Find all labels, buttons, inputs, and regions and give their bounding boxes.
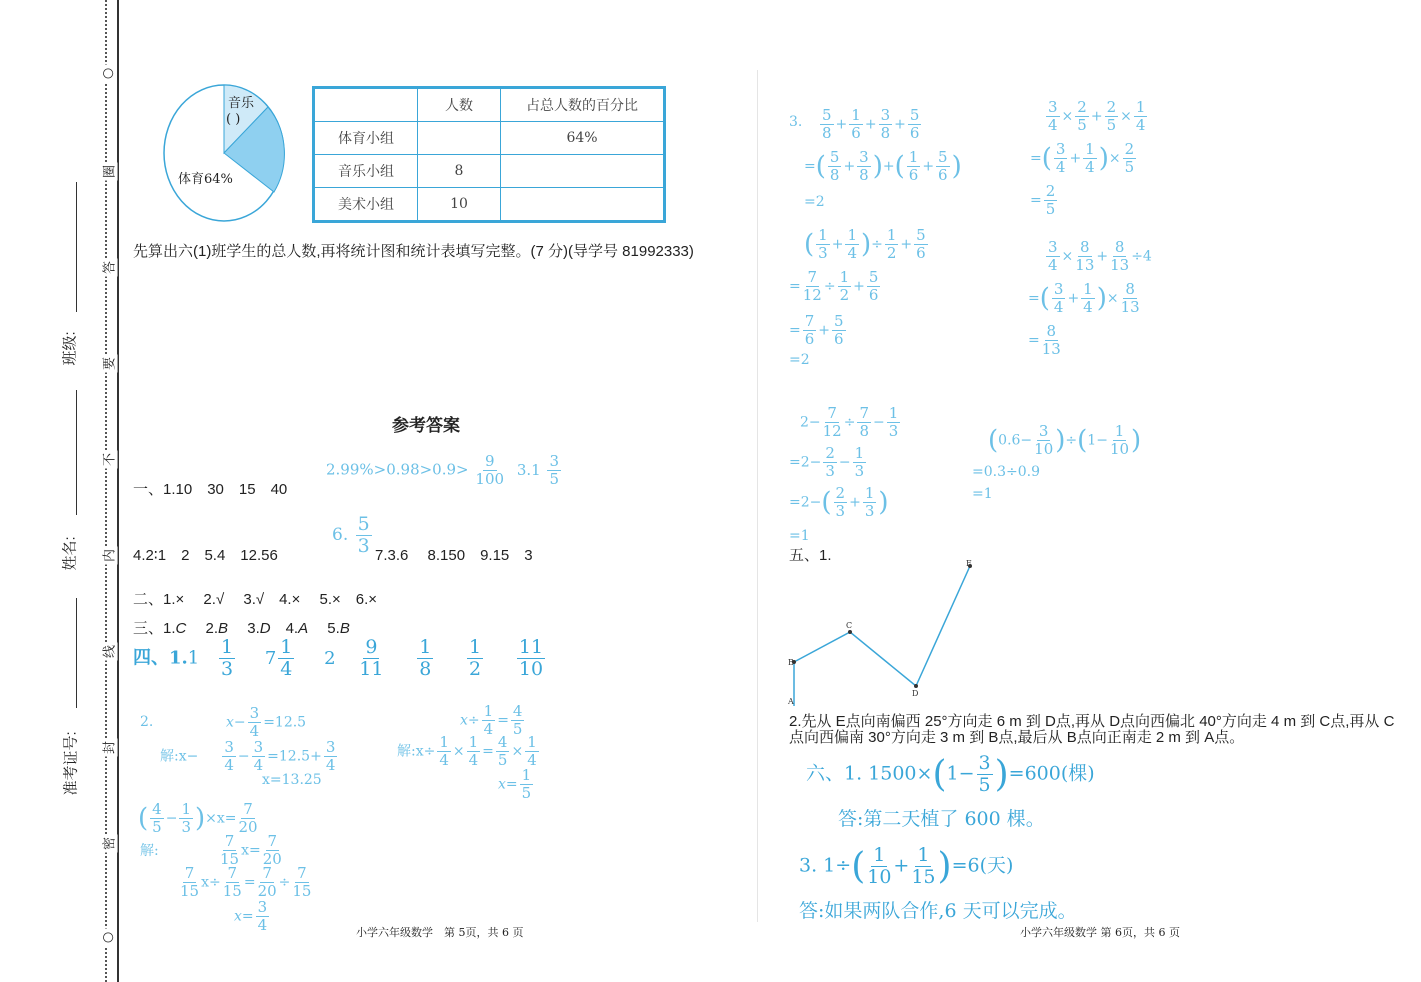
table-cell (418, 122, 501, 155)
answer-6 (332, 515, 374, 556)
seal-char-7: 封 (99, 739, 118, 757)
calc1-line2: =( $\frac{5}{8}$ + $\frac{3}{8}$ )+( $\frac{1}{6}$ + $\frac{5}{6}$ ) (804, 148, 962, 184)
answer-4: 4.2∶1 2 5.4 12.56 (133, 547, 278, 564)
binding-strip (0, 0, 120, 982)
class-underline (76, 182, 77, 312)
class-label: 班级: (61, 331, 79, 366)
eq-text: =12.5+ (267, 748, 322, 765)
eq2-line3: x=13.25 (262, 772, 322, 788)
frac-den: 4 (280, 658, 293, 680)
calc5-line4: =1 (789, 528, 810, 544)
frac-num: 9 (484, 452, 495, 470)
seal-char-2: 答 (99, 259, 118, 277)
map-label-a: A (788, 697, 794, 706)
exam-no-underline (76, 598, 77, 708)
eq-text: 解:x÷ (397, 743, 436, 760)
calc6-line3: =1 (972, 486, 993, 502)
table-cell: 美术小组 (314, 188, 418, 222)
eq3-jie: 解: (140, 843, 159, 859)
table-cell (501, 155, 665, 188)
calc3-line4: =2 (789, 352, 810, 368)
eq-text: x÷ (460, 712, 480, 729)
frac-num: 3 (549, 452, 560, 470)
frac-den: 8 (419, 658, 432, 680)
answer-title: 参考答案 (392, 416, 460, 435)
seal-circle-bottom: ○ (101, 929, 116, 947)
footer-left: 小学六年级数学 第 5页，共 6 页 (356, 926, 524, 939)
calc5-line3: =2−( $\frac{2}{3}$ + $\frac{1}{3}$ ) (789, 484, 889, 520)
table-cell: 64% (501, 122, 665, 155)
answer-1-2 (326, 454, 563, 487)
table-header-cell: 人数 (418, 88, 501, 122)
seal-char-1: 圈 (99, 163, 118, 181)
frac-den: 3 (220, 658, 234, 680)
choice: D (259, 620, 271, 637)
frac-num: 5 (357, 513, 370, 535)
section-4-prefix: 四、1. (133, 647, 188, 669)
map-label-c: C (846, 621, 853, 630)
frac-num: 9 (365, 636, 378, 658)
choice: B (339, 620, 350, 637)
six-1-text: 六、1. 1500× (806, 762, 933, 785)
frac-num: 1 (469, 636, 482, 658)
table-header-cell: 占总人数的百分比 (501, 88, 665, 122)
calc4-line2: =( $\frac{3}{4}$ + $\frac{1}{4}$ )× $\frac{8}{13}$ (1028, 280, 1140, 316)
frac-den: 11 (359, 658, 384, 680)
answer-six-3: 3. 1÷( $\frac{1}{10}$ + $\frac{1}{15}$ )=6(天) (799, 844, 1014, 888)
table-cell: 10 (418, 188, 501, 222)
eq2-line1: x− $\frac{3}{4}$ =12.5 (226, 704, 307, 740)
calc1-line3: =2 (804, 194, 825, 210)
table-row (314, 188, 665, 222)
answer-section-2: 二、1.× 2.√ 3.√ 4.× 5.× 6.× (133, 591, 378, 608)
calc5-line2: =2− $\frac{2}{3}$ − $\frac{1}{3}$ (789, 444, 865, 480)
frac-den: 100 (475, 470, 505, 488)
section-3-prefix: 三、1. (133, 620, 176, 637)
answer-section-3: 三、1.C 2.B 3.D 4.A 5.B (133, 620, 350, 637)
choice: A (298, 620, 309, 637)
answer-7: 7.3.6 8.150 9.15 3 (375, 547, 533, 564)
map-label-b: B (788, 658, 794, 667)
name-underline (76, 390, 77, 515)
frac-den: 10 (518, 658, 544, 680)
whole: 1 (187, 647, 200, 669)
answer-six-1: 六、1. 1500×(1− $\frac{3}{5}$ )=600(棵) (806, 752, 1095, 796)
seal-char-3: 要 (99, 355, 118, 373)
table-cell: 8 (418, 155, 501, 188)
eq-text: x= (234, 908, 254, 925)
pie-chart (160, 82, 292, 224)
calc3-line3: = $\frac{7}{6}$ + $\frac{5}{6}$ (789, 312, 844, 348)
calc4-line1: $\frac{3}{4}$ × $\frac{8}{13}$ + $\frac{8}{13}$ ÷4 (1048, 238, 1152, 274)
calc6-line2: =0.3÷0.9 (972, 464, 1040, 480)
frac-den: 2 (469, 658, 482, 680)
answer-1-2-text: 2.99%>0.98>0.9> (326, 460, 469, 479)
eq3-line4: x= $\frac{3}{4}$ (234, 898, 268, 934)
pie-label-music: 音乐 (228, 96, 255, 111)
answer-five-2: 2.先从 E点向南偏西 25°方向走 6 m 到 D点,再从 D点向西偏北 40°方向走 4 m 到 C点,再从 C点向西偏南 30°方向走 3 m 到 B点,最后从 B点向正南走 2 m 到 A点。 (789, 713, 1395, 746)
frac-den: 3 (357, 535, 370, 557)
s3-label: 3. (789, 114, 803, 130)
eq2r-line2: 解:x÷ $\frac{1}{4}$ × $\frac{1}{4}$ = $\frac{4}{5}$ × $\frac{1}{4}$ (397, 733, 537, 769)
calc2-line2: =( $\frac{3}{4}$ + $\frac{1}{4}$ )× $\frac{2}{5}$ (1030, 140, 1135, 176)
eq3-line1: ( $\frac{4}{5}$ − $\frac{1}{3}$ )×x= $\frac{7}{20}$ (138, 800, 258, 836)
eq2r-line3: x= $\frac{1}{5}$ (498, 766, 532, 802)
eq2-label: 2. (140, 714, 154, 730)
eq-text: ×x= (205, 810, 237, 827)
pie-label-music-blank: ( ) (226, 112, 241, 127)
name-label: 姓名: (61, 536, 79, 571)
table-cell: 体育小组 (314, 122, 418, 155)
six-3-text: 3. 1÷ (799, 854, 852, 877)
eq2-line2: 解:x− $\frac{3}{4}$ − $\frac{3}{4}$ =12.5+ $\frac{3}{4}$ (160, 738, 336, 774)
seal-char-4: 不 (99, 451, 118, 469)
route-map (786, 558, 996, 708)
table-cell (501, 188, 665, 222)
calc6-line1: (0.6− $\frac{3}{10}$ )÷(1− $\frac{1}{10}$ ) (988, 422, 1142, 458)
table-row (314, 155, 665, 188)
map-label-d: D (912, 689, 919, 698)
frac-num: 1 (220, 636, 234, 658)
frac-num: 1 (280, 636, 293, 658)
answer-1-3-text: 3.1 (516, 460, 541, 479)
calc2-line3: = $\frac{2}{5}$ (1030, 182, 1056, 218)
answer-six-3-ans: 答:如果两队合作,6 天可以完成。 (799, 900, 1077, 922)
whole: 2 (324, 647, 336, 669)
whole: 7 (264, 647, 277, 669)
calc4-line3: = $\frac{8}{13}$ (1028, 322, 1061, 358)
frac-num: 11 (518, 636, 544, 658)
eq3-line2: $\frac{7}{15}$ x= $\frac{7}{20}$ (220, 832, 282, 868)
choice: C (175, 620, 187, 637)
stats-table (312, 86, 666, 223)
seal-char-5: 内 (99, 547, 118, 565)
eq-text: =12.5 (263, 714, 307, 731)
seal-char-8: 密 (99, 835, 118, 853)
calc2-line1: $\frac{3}{4}$ × $\frac{2}{5}$ + $\frac{2}{5}$ × $\frac{1}{4}$ (1048, 98, 1146, 134)
answer-section-4 (133, 638, 547, 679)
table-cell: 音乐小组 (314, 155, 418, 188)
eq-text: x− (226, 714, 246, 731)
eq-text: 解:x− (160, 748, 199, 765)
table-row (314, 122, 665, 155)
eq-text: x= (498, 776, 518, 793)
exam-no-label: 准考证号: (62, 731, 80, 796)
answer-6-label: 6. (332, 525, 349, 545)
calc3-line2: = $\frac{7}{12}$ ÷ $\frac{1}{2}$ + $\frac{5}{6}$ (789, 268, 879, 304)
choice: B (218, 620, 229, 637)
table-header-cell (314, 88, 418, 122)
calc1-line1: $\frac{5}{8}$ + $\frac{1}{6}$ + $\frac{3}{8}$ + $\frac{5}{6}$ (822, 106, 920, 142)
answer-six-1-ans: 答:第二天植了 600 棵。 (838, 808, 1045, 830)
map-label-e: E (966, 559, 972, 568)
eq3-line3: $\frac{7}{15}$ x÷ $\frac{7}{15}$ = $\frac{7}{20}$ ÷ $\frac{7}{15}$ (180, 864, 312, 900)
footer-right: 小学六年级数学 第 6页，共 6 页 (1020, 926, 1180, 939)
frac-den: 5 (549, 470, 560, 488)
seal-circle-top: ○ (101, 65, 116, 83)
seal-char-6: 线 (99, 643, 118, 661)
six-3-tail: =6(天) (951, 854, 1014, 877)
answer-section-5: 五、1. (789, 547, 832, 564)
six-1-tail: =600(棵) (1008, 762, 1095, 785)
calc5-line1: 2− $\frac{7}{12}$ ÷ $\frac{7}{8}$ − $\frac{1}{3}$ (800, 404, 899, 440)
answer-section-1: 一、1.10 30 15 40 (133, 481, 288, 498)
calc3-line1: ( $\frac{1}{3}$ + $\frac{1}{4}$ )÷ $\frac{1}{2}$ + $\frac{5}{6}$ (804, 226, 926, 262)
pie-label-pe: 体育64% (178, 172, 233, 187)
page-divider (757, 70, 758, 922)
eq2r-line1: x÷ $\frac{1}{4}$ = $\frac{4}{5}$ (460, 702, 523, 738)
question-text: 先算出六(1)班学生的总人数,再将统计图和统计表填写完整。(7 分)(导学号 81992333) (133, 243, 694, 260)
frac-num: 1 (419, 636, 432, 658)
